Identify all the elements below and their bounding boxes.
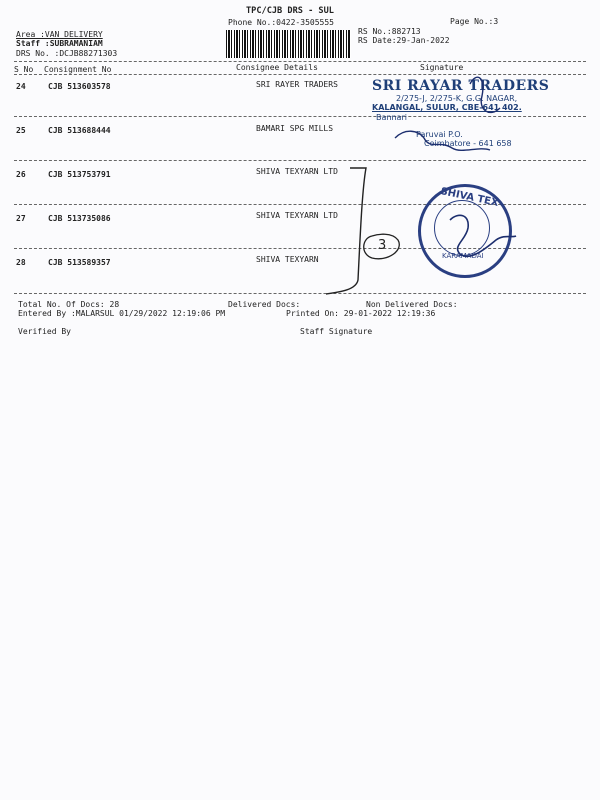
handwritten-mark: 3 [378, 238, 387, 253]
row-consignment: CJB 513589357 [48, 258, 111, 267]
row-consignee: SHIVA TEXYARN [256, 255, 319, 264]
non-delivered-docs: Non Delivered Docs: [366, 300, 458, 309]
col-consignment: Consignment No [44, 65, 112, 74]
stamp-line: Bannari [376, 113, 407, 122]
printed-on: Printed On: 29-01-2022 12:19:36 [286, 309, 436, 318]
col-signature: Signature [420, 63, 464, 72]
staff-signature: Staff Signature [300, 327, 373, 336]
row-consignee: SHIVA TEXYARN LTD [256, 167, 338, 176]
area-label: Area :VAN DELIVERY [16, 30, 103, 39]
stamp-address-line: KALANGAL, SULUR, CBE-641 402. [372, 103, 522, 112]
rs-date: RS Date:29-Jan-2022 [358, 36, 450, 45]
row-consignment: CJB 513688444 [48, 126, 111, 135]
row-consignment: CJB 513753791 [48, 170, 111, 179]
phone-number: Phone No.:0422-3505555 [228, 18, 334, 27]
col-sno: S No [14, 65, 34, 74]
stamp-company-name: SRI RAYAR TRADERS [372, 78, 550, 94]
drs-number: DRS No. :DCJB88271303 [16, 49, 118, 58]
verified-by: Verified By [18, 327, 71, 336]
row-consignee: SHIVA TEXYARN LTD [256, 211, 338, 220]
seal-text: KARAMADAI [442, 252, 484, 260]
page-number: Page No.:3 [450, 17, 499, 26]
row-sno: 24 [16, 82, 26, 91]
row-consignment: CJB 513603578 [48, 82, 111, 91]
report-title: TPC/CJB DRS - SUL [246, 6, 334, 16]
row-sno: 25 [16, 126, 26, 135]
rs-number: RS No.:882713 [358, 27, 421, 36]
seal-text: SHIVA TEX [439, 185, 500, 210]
entered-by: Entered By :MALARSUL 01/29/2022 12:19:06 PM [18, 309, 226, 318]
row-consignment: CJB 513735086 [48, 214, 111, 223]
row-consignee: SRI RAYER TRADERS [256, 80, 338, 89]
total-docs: Total No. Of Docs: 28 [18, 300, 120, 309]
stamp-line: Coimbatore - 641 658 [424, 139, 512, 148]
row-sno: 26 [16, 170, 26, 179]
staff-label: Staff :SUBRAMANIAM [16, 39, 103, 48]
row-sno: 28 [16, 258, 26, 267]
stamp-line: Paruvai P.O. [416, 130, 463, 139]
row-consignee: BAMARI SPG MILLS [256, 124, 334, 133]
col-consignee: Consignee Details [236, 63, 318, 72]
stamp-address-line: 2/275-J, 2/275-K, G.G. NAGAR, [396, 94, 518, 103]
delivered-docs: Delivered Docs: [228, 300, 301, 309]
row-sno: 27 [16, 214, 26, 223]
